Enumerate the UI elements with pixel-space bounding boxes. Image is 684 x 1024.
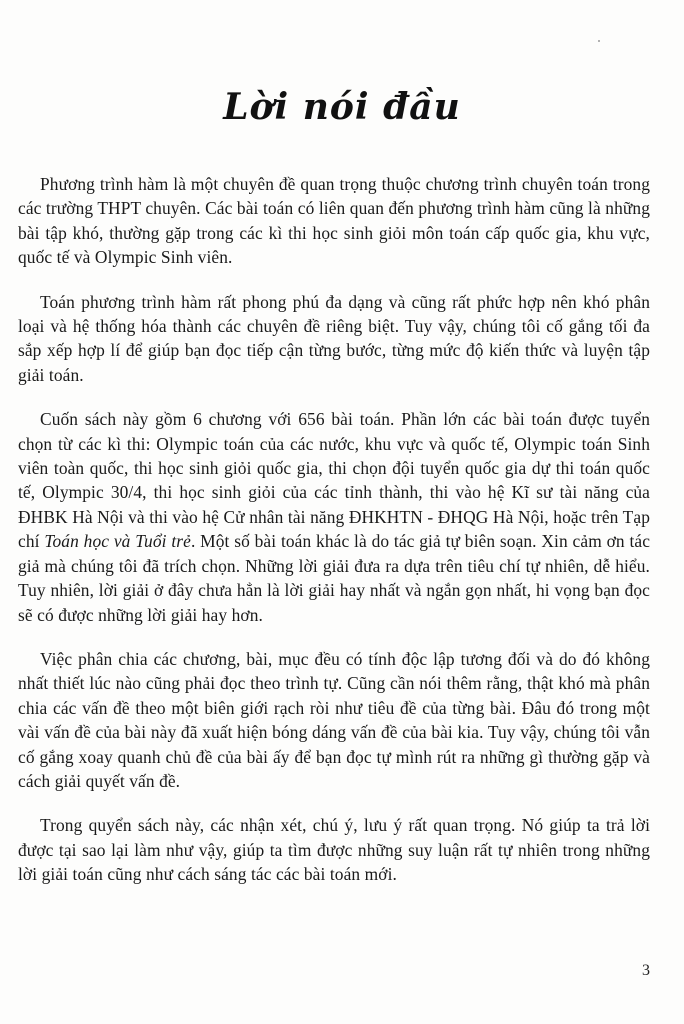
paragraph-2: Toán phương trình hàm rất phong phú đa dạng và cũng rất phức hợp nên khó phân loại và hệ thống hóa thành các chuyên đề riêng biệt. Tuy vậy, chúng tôi cố gắng tối đa sắp xếp hợp lí để giúp bạn đọc tiếp cận từng bước, từng mức độ kiến thức và luyện tập giải toán. [18, 291, 650, 385]
magazine-title: Toán học và Tuổi trẻ [44, 531, 191, 552]
paragraph-1: Phương trình hàm là một chuyên đề quan trọng thuộc chương trình chuyên toán trong các trường THPT chuyên. Các bài toán có liên quan đến phương trình hàm cũng là những bài tập khó, thường gặp trong các kì thi học sinh giỏi môn toán cấp quốc gia, khu vực, quốc tế và Olympic Sinh viên. [18, 174, 650, 268]
paragraph-3-part-1: Cuốn sách này gồm 6 chương với 656 bài toán. Phần lớn các bài toán được tuyển chọn từ các kì thi: Olympic toán của các nước, khu vực và quốc tế, Olympic toán Sinh viên toàn quốc, thi học sinh giỏi quốc gia, thi chọn đội tuyển quốc gia dự thi toán quốc tế, Olympic 30/4, thi học sinh giỏi của các tỉnh thành, thi vào hệ Kĩ sư tài năng của ĐHBK Hà Nội và thi vào hệ Cử nhân tài năng ĐHKHTN - ĐHQG Hà Nội, hoặc trên Tạp chí [18, 409, 650, 552]
paragraph-5: Trong quyển sách này, các nhận xét, chú ý, lưu ý rất quan trọng. Nó giúp ta trả lời được tại sao lại làm như vậy, giúp ta tìm được những suy luận rất tự nhiên trong những lời giải toán cũng như cách sáng tác các bài toán mới. [18, 815, 650, 885]
paragraph-3 [18, 407, 650, 627]
page-number: 3 [642, 962, 650, 979]
page-title: Lời nói đầu [223, 86, 461, 128]
paragraph-3-part-2: . Một số bài toán khác là do tác giả tự biên soạn. Xin cảm ơn tác giả mà chúng tôi đã trích chọn. Những lời giải đưa ra dựa trên tiêu chí tự nhiên, dễ hiểu. Tuy nhiên, lời giải ở đây chưa hẳn là lời giải hay nhất và ngắn gọn nhất, hi vọng bạn đọc sẽ có được những lời giải hay hơn. [18, 531, 651, 625]
paragraph-4: Việc phân chia các chương, bài, mục đều có tính độc lập tương đối và do đó không nhất thiết lúc nào cũng phải đọc theo trình tự. Cũng cần nói thêm rằng, thật khó mà phân chia các vấn đề theo một biên giới rạch ròi như tiêu đề của từng bài. Đâu đó trong một vài vấn đề của bài này đã xuất hiện bóng dáng vấn đề của bài kia. Tuy vậy, chúng tôi vẫn cố gắng xoay quanh chủ đề của bài ấy để bạn đọc tự mình rút ra những gì thường gặp và cách giải quyết vấn đề. [18, 648, 650, 791]
scan-speck [598, 40, 600, 42]
preface-body [18, 172, 650, 907]
